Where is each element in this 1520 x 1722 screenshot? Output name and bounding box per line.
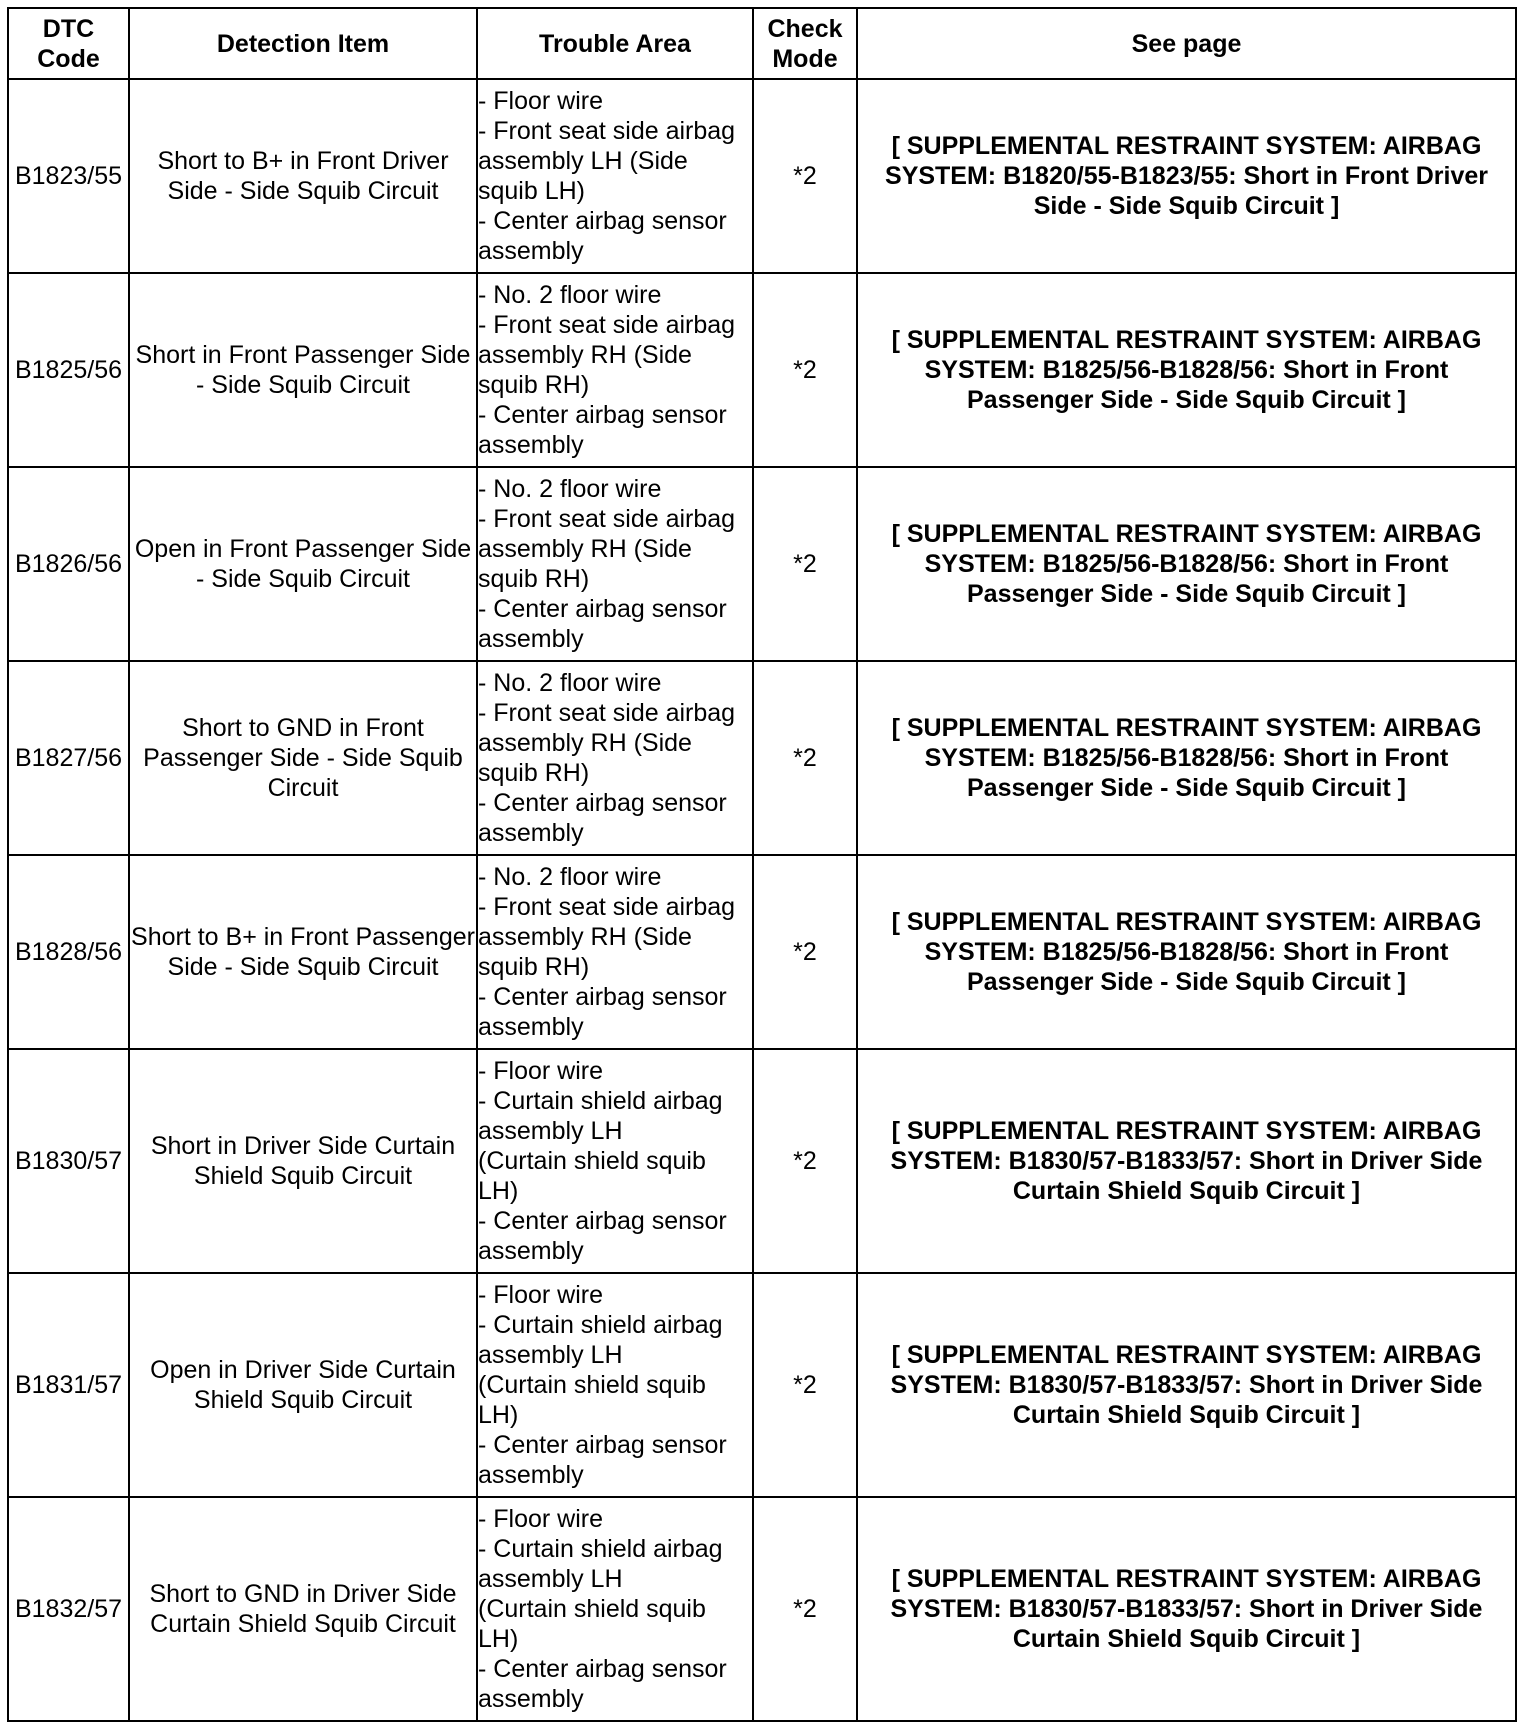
see-page-link[interactable]: [ SUPPLEMENTAL RESTRAINT SYSTEM: AIRBAG SYSTEM: B1825/56-B1828/56: Short in Front Passenger Side - Side Squib Circuit ] bbox=[857, 273, 1516, 467]
table-row bbox=[8, 1497, 1516, 1721]
trouble-area-cell: - Floor wire - Curtain shield airbag assembly LH (Curtain shield squib LH) - Center airbag sensor assembly bbox=[477, 1497, 753, 1721]
header-row bbox=[8, 8, 1516, 79]
see-page-link[interactable]: [ SUPPLEMENTAL RESTRAINT SYSTEM: AIRBAG SYSTEM: B1820/55-B1823/55: Short in Front Driver Side - Side Squib Circuit ] bbox=[857, 79, 1516, 273]
see-page-link[interactable]: [ SUPPLEMENTAL RESTRAINT SYSTEM: AIRBAG SYSTEM: B1825/56-B1828/56: Short in Front Passenger Side - Side Squib Circuit ] bbox=[857, 661, 1516, 855]
detection-item-cell: Short to GND in Front Passenger Side - Side Squib Circuit bbox=[129, 661, 477, 855]
table-row bbox=[8, 1049, 1516, 1273]
header-check-mode bbox=[753, 8, 857, 79]
table-row bbox=[8, 661, 1516, 855]
dtc-code-cell: B1831/57 bbox=[8, 1273, 129, 1497]
header-dtc-code-line2: Code bbox=[37, 44, 100, 73]
header-check-mode-line2: Mode bbox=[772, 44, 838, 73]
check-mode-cell: *2 bbox=[753, 79, 857, 273]
header-dtc-code bbox=[8, 8, 129, 79]
trouble-area-cell: - Floor wire - Curtain shield airbag assembly LH (Curtain shield squib LH) - Center airbag sensor assembly bbox=[477, 1049, 753, 1273]
dtc-code-cell: B1832/57 bbox=[8, 1497, 129, 1721]
dtc-code-cell: B1828/56 bbox=[8, 855, 129, 1049]
header-trouble-area: Trouble Area bbox=[477, 8, 753, 79]
check-mode-cell: *2 bbox=[753, 273, 857, 467]
table-row bbox=[8, 467, 1516, 661]
dtc-code-cell: B1827/56 bbox=[8, 661, 129, 855]
check-mode-cell: *2 bbox=[753, 1273, 857, 1497]
dtc-code-cell: B1823/55 bbox=[8, 79, 129, 273]
detection-item-cell: Short to B+ in Front Passenger Side - Side Squib Circuit bbox=[129, 855, 477, 1049]
see-page-link[interactable]: [ SUPPLEMENTAL RESTRAINT SYSTEM: AIRBAG SYSTEM: B1830/57-B1833/57: Short in Driver Side Curtain Shield Squib Circuit ] bbox=[857, 1497, 1516, 1721]
dtc-table bbox=[7, 7, 1517, 1722]
table-row bbox=[8, 855, 1516, 1049]
trouble-area-cell: - No. 2 floor wire - Front seat side airbag assembly RH (Side squib RH) - Center airbag sensor assembly bbox=[477, 855, 753, 1049]
check-mode-cell: *2 bbox=[753, 661, 857, 855]
header-see-page: See page bbox=[857, 8, 1516, 79]
detection-item-cell: Short in Driver Side Curtain Shield Squib Circuit bbox=[129, 1049, 477, 1273]
table-row bbox=[8, 1273, 1516, 1497]
header-dtc-code-line1: DTC bbox=[42, 14, 95, 43]
detection-item-cell: Open in Driver Side Curtain Shield Squib Circuit bbox=[129, 1273, 477, 1497]
trouble-area-cell: - No. 2 floor wire - Front seat side airbag assembly RH (Side squib RH) - Center airbag sensor assembly bbox=[477, 273, 753, 467]
trouble-area-cell: - Floor wire - Curtain shield airbag assembly LH (Curtain shield squib LH) - Center airbag sensor assembly bbox=[477, 1273, 753, 1497]
check-mode-cell: *2 bbox=[753, 1049, 857, 1273]
header-check-mode-line1: Check bbox=[767, 14, 843, 43]
trouble-area-cell: - Floor wire - Front seat side airbag assembly LH (Side squib LH) - Center airbag sensor assembly bbox=[477, 79, 753, 273]
dtc-code-cell: B1830/57 bbox=[8, 1049, 129, 1273]
dtc-code-cell: B1826/56 bbox=[8, 467, 129, 661]
table-row bbox=[8, 273, 1516, 467]
check-mode-cell: *2 bbox=[753, 855, 857, 1049]
dtc-code-cell: B1825/56 bbox=[8, 273, 129, 467]
check-mode-cell: *2 bbox=[753, 1497, 857, 1721]
see-page-link[interactable]: [ SUPPLEMENTAL RESTRAINT SYSTEM: AIRBAG SYSTEM: B1825/56-B1828/56: Short in Front Passenger Side - Side Squib Circuit ] bbox=[857, 467, 1516, 661]
see-page-link[interactable]: [ SUPPLEMENTAL RESTRAINT SYSTEM: AIRBAG SYSTEM: B1830/57-B1833/57: Short in Driver Side Curtain Shield Squib Circuit ] bbox=[857, 1273, 1516, 1497]
trouble-area-cell: - No. 2 floor wire - Front seat side airbag assembly RH (Side squib RH) - Center airbag sensor assembly bbox=[477, 467, 753, 661]
table-row bbox=[8, 79, 1516, 273]
check-mode-cell: *2 bbox=[753, 467, 857, 661]
trouble-area-cell: - No. 2 floor wire - Front seat side airbag assembly RH (Side squib RH) - Center airbag sensor assembly bbox=[477, 661, 753, 855]
see-page-link[interactable]: [ SUPPLEMENTAL RESTRAINT SYSTEM: AIRBAG SYSTEM: B1830/57-B1833/57: Short in Driver Side Curtain Shield Squib Circuit ] bbox=[857, 1049, 1516, 1273]
detection-item-cell: Short in Front Passenger Side - Side Squib Circuit bbox=[129, 273, 477, 467]
detection-item-cell: Short to GND in Driver Side Curtain Shield Squib Circuit bbox=[129, 1497, 477, 1721]
detection-item-cell: Open in Front Passenger Side - Side Squib Circuit bbox=[129, 467, 477, 661]
see-page-link[interactable]: [ SUPPLEMENTAL RESTRAINT SYSTEM: AIRBAG SYSTEM: B1825/56-B1828/56: Short in Front Passenger Side - Side Squib Circuit ] bbox=[857, 855, 1516, 1049]
header-detection-item: Detection Item bbox=[129, 8, 477, 79]
detection-item-cell: Short to B+ in Front Driver Side - Side Squib Circuit bbox=[129, 79, 477, 273]
